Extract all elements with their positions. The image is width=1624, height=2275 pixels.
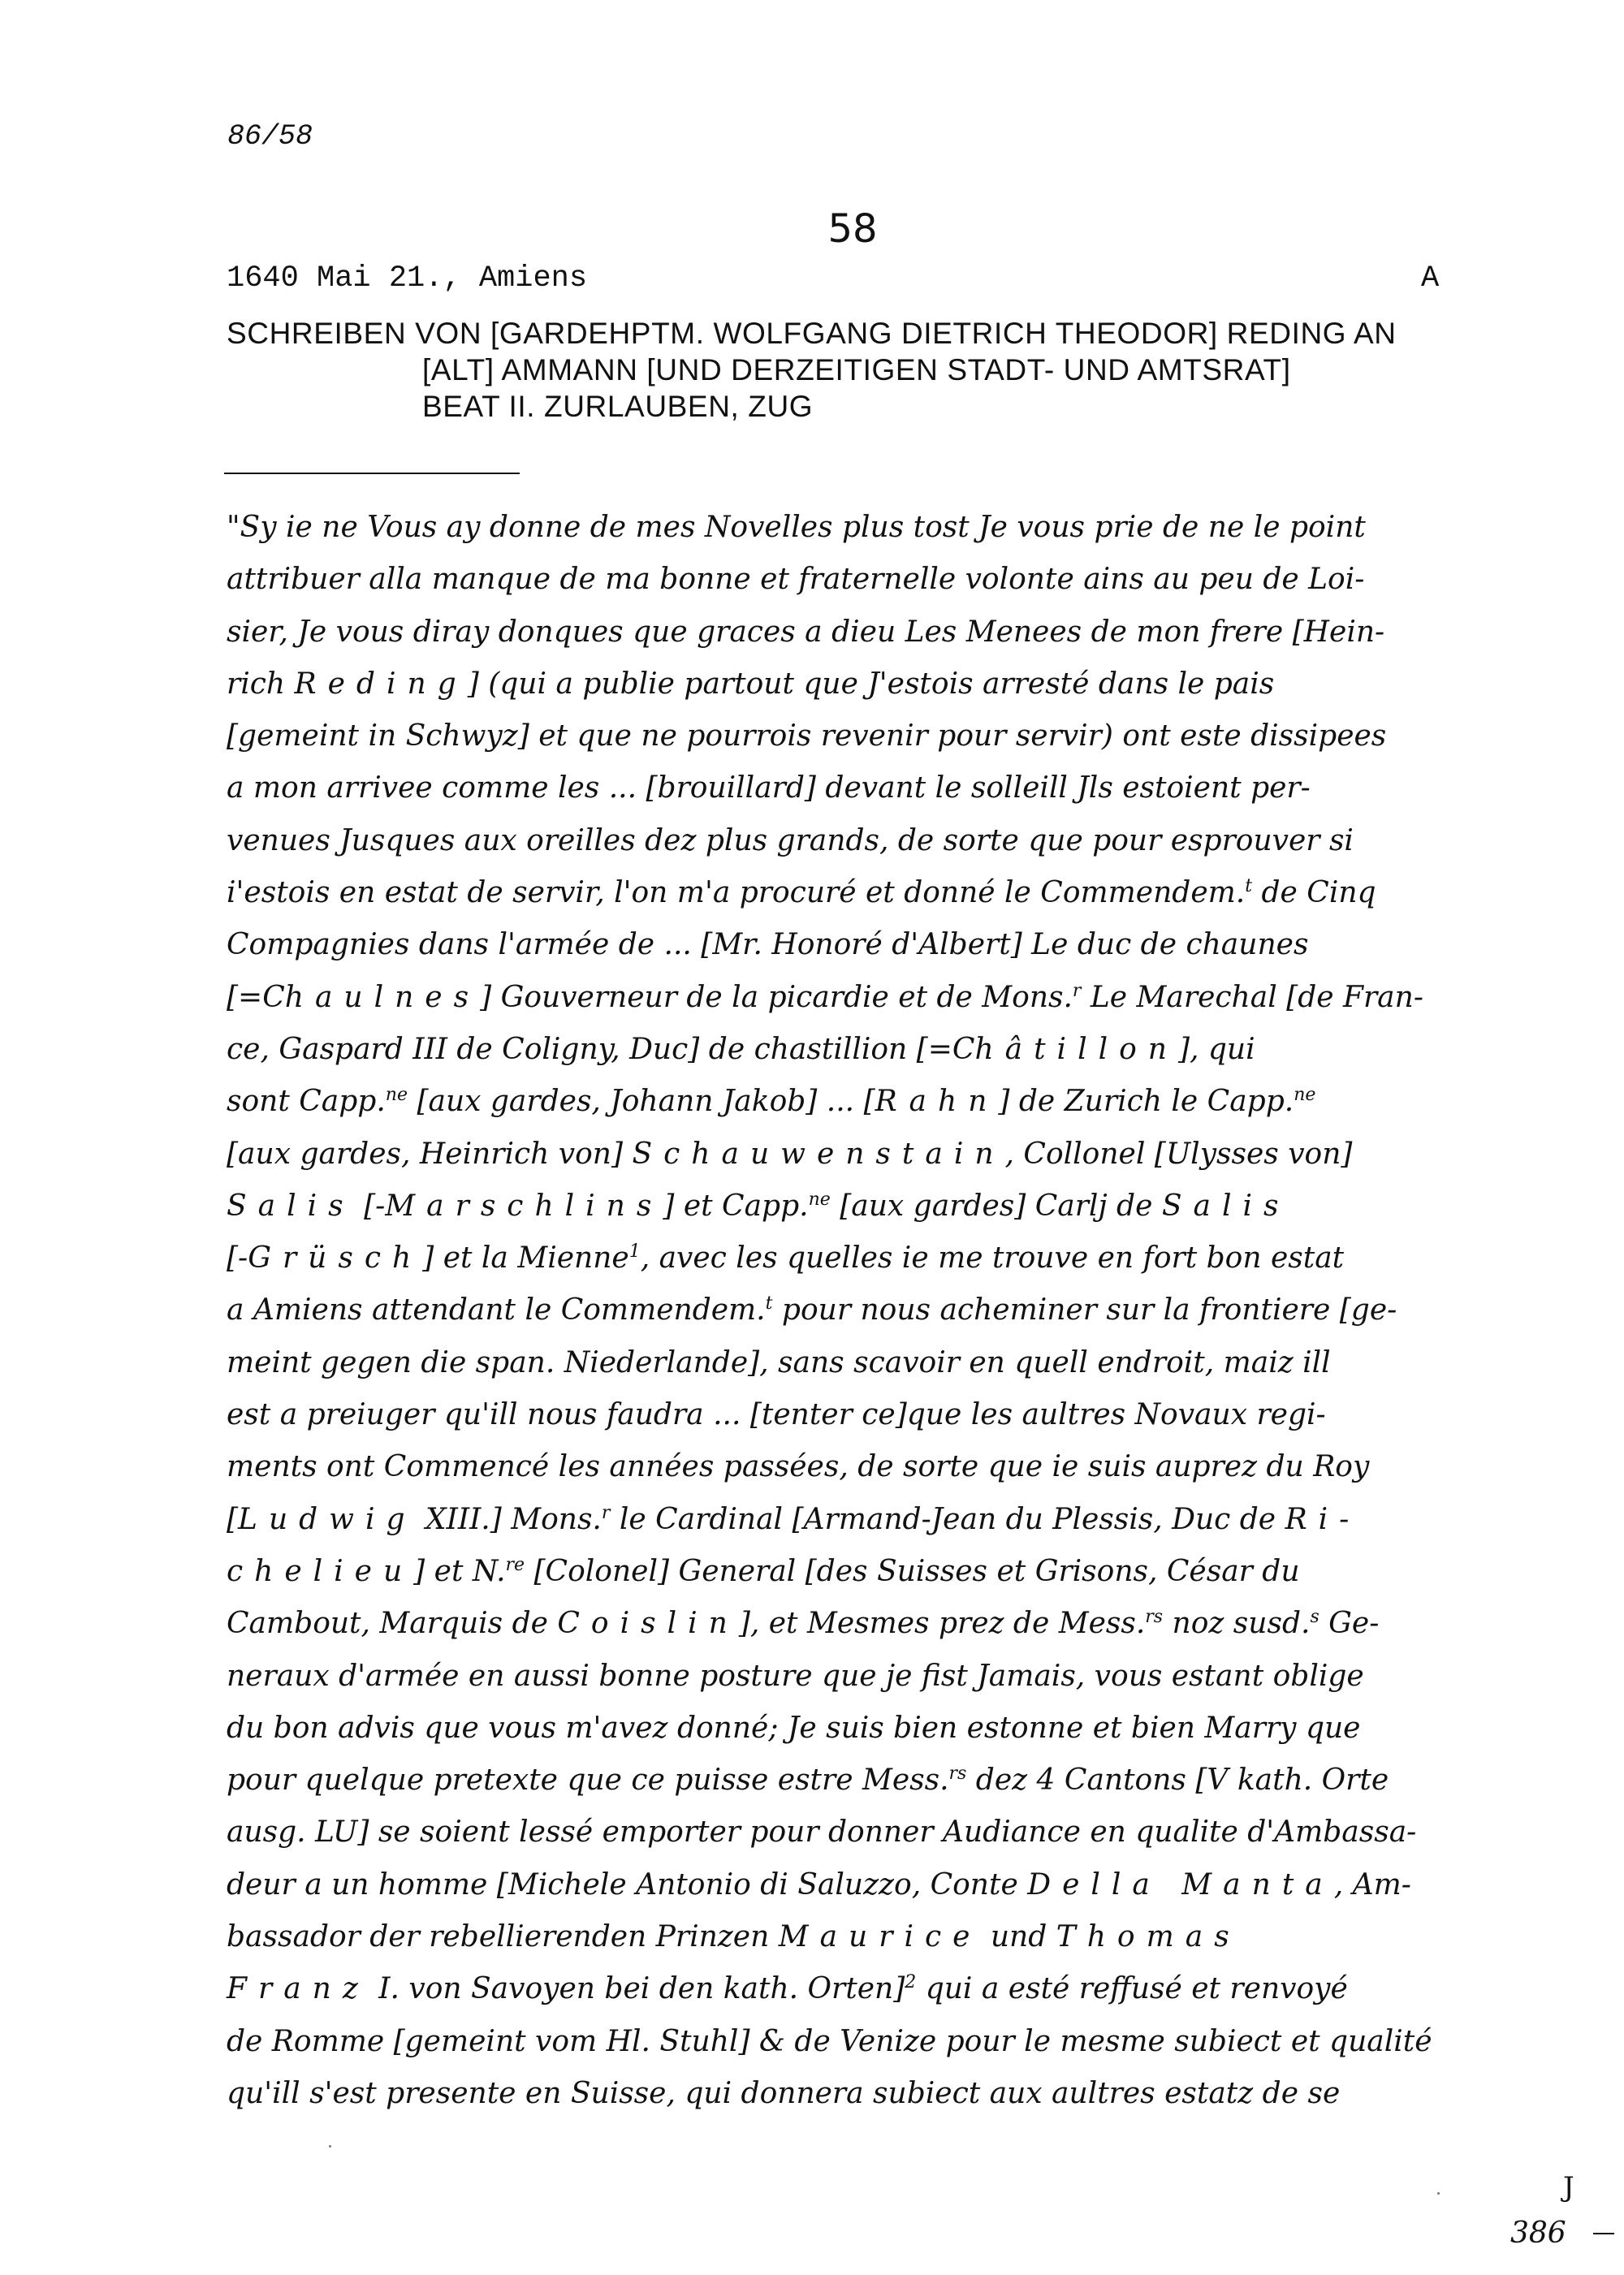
body-text-segment: Ge- — [1319, 1607, 1380, 1641]
body-text-segment: neraux d'armée en aussi bonne posture que je fist Jamais, vous estant oblige — [227, 1659, 1364, 1693]
body-line — [227, 1494, 1526, 1546]
body-text-segment: rich — [227, 667, 295, 701]
body-text-segment: "Sy ie ne Vous ay donne de mes Novelles plus tost Je vous prie de ne le point — [227, 511, 1366, 544]
body-text-segment: deur a un homme [Michele Antonio di Saluzzo, Conte — [227, 1867, 1028, 1902]
body-text-segment: [aux gardes] Carlj de — [830, 1189, 1162, 1223]
date-place-line: 1640 Mai 21., Amiens — [227, 261, 588, 296]
body-line — [227, 1703, 1526, 1755]
document-number: 58 — [827, 206, 878, 252]
body-text-segment: sont Capp. — [227, 1085, 386, 1119]
spaced-name: Salis — [1161, 1189, 1290, 1223]
document-heading — [227, 315, 1397, 425]
body-text-segment: venues Jusques aux oreilles dez plus grands, de sorte que pour esprouver si — [227, 823, 1354, 857]
body-text-segment: sier, Je vous diray donques que graces a dieu Les Menees de mon frere [Hein- — [227, 615, 1385, 649]
body-line — [227, 1598, 1526, 1650]
superscript-abbrev: rs — [948, 1763, 967, 1785]
file-reference: 86/58 — [227, 120, 313, 153]
body-text-segment: [ — [227, 1502, 239, 1536]
spaced-name: Maurice — [778, 1920, 982, 1954]
body-text-segment: [aux gardes, Heinrich von] — [227, 1137, 633, 1171]
speck — [329, 2145, 331, 2148]
spaced-name: Franz — [227, 1972, 369, 2006]
body-line — [227, 502, 1526, 554]
body-text-segment: ] Gouverneur de la picardie et de Mons. — [480, 980, 1073, 1014]
body-line — [227, 1651, 1526, 1703]
body-text-segment: i'estois en estat de servir, l'on m'a procuré et donné le Commendem. — [227, 876, 1246, 910]
body-text-segment: , Collonel [Ulysses von] — [1004, 1137, 1353, 1171]
body-line — [227, 2068, 1526, 2120]
superscript-abbrev: ne — [1294, 1085, 1316, 1106]
heading-line: SCHREIBEN VON [GARDEHPTM. WOLFGANG DIETRICH THEODOR] REDING AN — [227, 317, 1397, 350]
body-line — [227, 1963, 1526, 2015]
spaced-name: Schauwenstain — [632, 1137, 1005, 1171]
body-line — [227, 607, 1526, 658]
body-line — [227, 554, 1526, 606]
body-text-segment: [- — [227, 1241, 248, 1276]
body-line — [227, 919, 1526, 971]
body-text-segment: ] (qui a publie partout que J'estois arresté dans le pais — [467, 667, 1275, 701]
body-line — [227, 762, 1526, 814]
body-text-segment: [Colonel] General [des Suisses et Grisons, César du — [525, 1554, 1300, 1588]
body-text-segment: Le Marechal [de Fran- — [1081, 980, 1423, 1014]
spaced-name: Ri- — [1285, 1502, 1361, 1536]
body-text-segment: du bon advis que vous m'avez donné; Je suis bien estonne et bien Marry que — [227, 1711, 1361, 1745]
body-text-segment: ] et Capp. — [663, 1189, 809, 1223]
handwritten-page-number: 386 — [1510, 2217, 1566, 2250]
body-line — [227, 1859, 1526, 1911]
letter-body — [227, 502, 1526, 2120]
superscript-abbrev: 2 — [905, 1972, 917, 1993]
body-text-segment: qu'ill s'est presente en Suisse, qui donnera subiect aux aultres estatz de se — [227, 2076, 1341, 2110]
body-text-segment: bassador der rebellierenden Prinzen — [227, 1920, 779, 1954]
body-text-segment: ], qui — [1177, 1032, 1255, 1066]
superscript-abbrev: t — [765, 1293, 773, 1314]
spaced-name: chelieu — [227, 1554, 414, 1588]
body-text-segment: dez 4 Cantons [V kath. Orte — [966, 1763, 1389, 1798]
superscript-abbrev: r — [1072, 980, 1082, 1001]
heading-line: [ALT] AMMANN [UND DERZEITIGEN STADT- UND AMTSRAT] — [422, 353, 1291, 386]
body-line — [227, 710, 1526, 762]
body-text-segment: , avec les quelles ie me trouve en fort bon estat — [640, 1241, 1345, 1276]
body-line — [227, 1389, 1526, 1441]
spaced-name: Della Manta — [1027, 1867, 1334, 1902]
body-text-segment: [aux gardes, Johann Jakob] ... [ — [408, 1085, 875, 1119]
spaced-name: Marschlins — [385, 1189, 663, 1223]
body-text-segment: a Amiens attendant le Commendem. — [227, 1293, 766, 1327]
speck — [1437, 2192, 1440, 2195]
superscript-abbrev: ne — [385, 1085, 408, 1106]
body-text-segment: noz susd. — [1163, 1607, 1311, 1641]
body-line — [227, 658, 1526, 710]
body-line — [227, 1755, 1526, 1807]
body-line — [227, 972, 1526, 1024]
body-text-segment: qui a esté reffusé et renvoyé — [916, 1972, 1348, 2006]
body-line — [227, 815, 1526, 867]
body-text-segment: pour nous acheminer sur la frontiere [ge- — [772, 1293, 1397, 1327]
body-text-segment: ausg. LU] se soient lessé emporter pour donner Audiance en qualite d'Ambassa- — [227, 1815, 1417, 1850]
superscript-abbrev: r — [601, 1502, 611, 1523]
body-line — [227, 1284, 1526, 1336]
body-line — [227, 1546, 1526, 1598]
spaced-name: Salis — [227, 1189, 355, 1223]
heading-line: BEAT II. ZURLAUBEN, ZUG — [422, 390, 814, 423]
body-text-segment: und — [981, 1920, 1056, 1954]
body-text-segment: ce, Gaspard III de Coligny, Duc] de chastillion [=C — [227, 1032, 975, 1066]
body-text-segment: [=C — [227, 980, 285, 1014]
superscript-abbrev: rs — [1145, 1607, 1164, 1628]
body-text-segment: ments ont Commencé les années passées, de sorte que ie suis auprez du Roy — [227, 1450, 1370, 1484]
body-text-segment: est a preiuger qu'ill nous faudra ... [tenter ce]que les aultres Novaux regi- — [227, 1398, 1326, 1432]
spaced-name: Grüsch — [248, 1241, 423, 1276]
body-line — [227, 1076, 1526, 1128]
spaced-name: Reding — [294, 667, 468, 701]
body-line — [227, 1807, 1526, 1858]
body-text-segment: ] et N. — [413, 1554, 506, 1588]
body-text-segment: le Cardinal [Armand-Jean du Plessis, Duc de — [610, 1502, 1285, 1536]
superscript-abbrev: re — [505, 1554, 525, 1575]
body-line — [227, 867, 1526, 919]
body-line — [227, 1441, 1526, 1493]
body-text-segment: XIII.] Mons. — [416, 1502, 602, 1536]
body-line — [227, 1337, 1526, 1389]
body-text-segment: meint gegen die span. Niederlande], sans scavoir en quell endroit, maiz ill — [227, 1345, 1331, 1379]
handwritten-mark: J — [1563, 2171, 1574, 2204]
superscript-abbrev: ne — [808, 1189, 831, 1210]
separator-rule — [224, 473, 520, 474]
body-line — [227, 1181, 1526, 1232]
source-grade: A — [1421, 261, 1440, 296]
spaced-name: hâtillon — [974, 1032, 1178, 1066]
body-line — [227, 1911, 1526, 1963]
body-text-segment: de Cinq — [1252, 876, 1376, 910]
body-text-segment: Cambout, Marquis de — [227, 1607, 558, 1641]
spaced-name: Ludwig — [238, 1502, 417, 1536]
body-line — [227, 1024, 1526, 1076]
body-text-segment: ] de Zurich le Capp. — [998, 1085, 1294, 1119]
body-text-segment: de Romme [gemeint vom Hl. Stuhl] & de Venize pour le mesme subiect et qualité — [227, 2024, 1432, 2058]
superscript-abbrev: 1 — [628, 1241, 641, 1263]
body-line — [227, 1232, 1526, 1284]
spaced-name: haulnes — [284, 980, 481, 1014]
superscript-abbrev: s — [1310, 1607, 1320, 1628]
spaced-name: Coislin — [557, 1607, 739, 1641]
body-text-segment: ], et Mesmes prez de Mess. — [738, 1607, 1146, 1641]
body-line — [227, 1129, 1526, 1181]
spaced-name: Thomas — [1056, 1920, 1241, 1954]
superscript-abbrev: t — [1245, 876, 1253, 897]
body-text-segment: [- — [354, 1189, 386, 1223]
body-text-segment: pour quelque pretexte que ce puisse estre Mess. — [227, 1763, 949, 1798]
body-text-segment: Compagnies dans l'armée de ... [Mr. Honoré d'Albert] Le duc de chaunes — [227, 928, 1309, 962]
body-text-segment: , Am- — [1333, 1867, 1411, 1902]
body-text-segment: [gemeint in Schwyz] et que ne pourrois revenir pour servir) ont este dissipees — [227, 719, 1387, 753]
body-text-segment: attribuer alla manque de ma bonne et fraternelle volonte ains au peu de Loi- — [227, 563, 1365, 597]
body-text-segment: ] et la Mienne — [422, 1241, 629, 1276]
body-line — [227, 2016, 1526, 2068]
body-text-segment: I. von Savoyen bei den kath. Orten] — [369, 1972, 905, 2006]
spaced-name: Rahn — [875, 1085, 999, 1119]
body-text-segment: a mon arrivee comme les ... [brouillard] devant le solleill Jls estoient per- — [227, 771, 1311, 805]
